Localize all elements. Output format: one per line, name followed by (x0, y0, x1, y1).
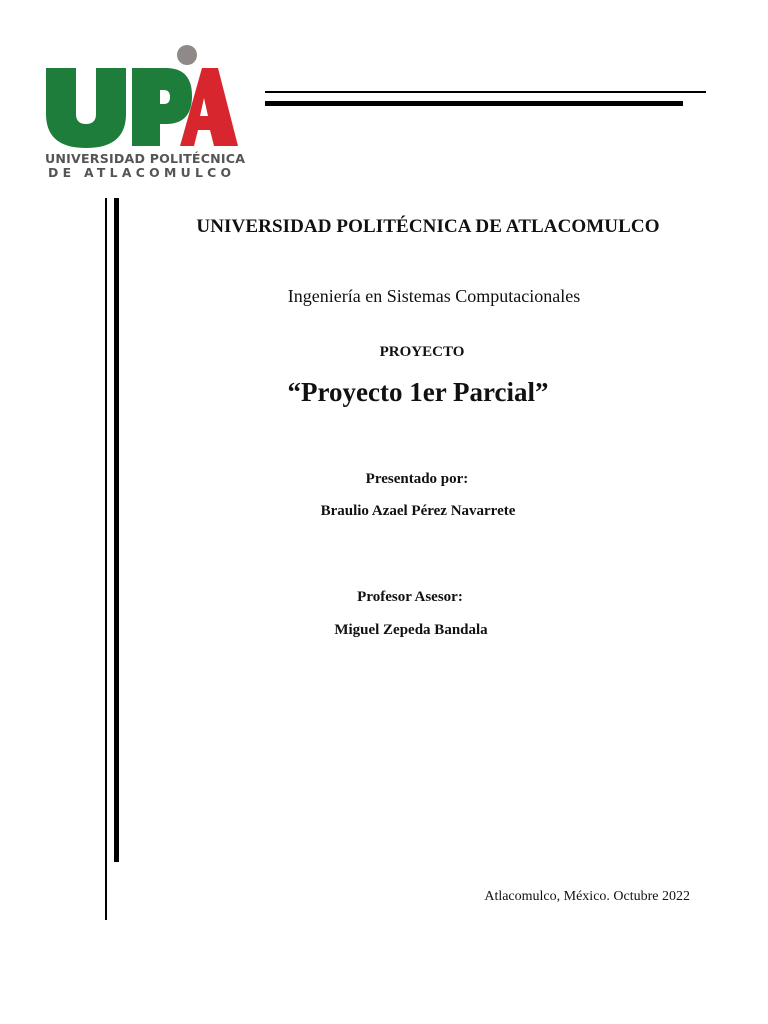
logo-subtitle-line1: UNIVERSIDAD POLITÉCNICA (45, 151, 246, 166)
university-name: UNIVERSIDAD POLITÉCNICA DE ATLACOMULCO (196, 216, 660, 237)
header-rule-thin (265, 91, 706, 93)
advisor-label: Profesor Asesor: (357, 589, 463, 605)
header-rule-thick (265, 101, 683, 106)
place-and-date: Atlacomulco, México. Octubre 2022 (484, 889, 690, 904)
logo-letter-u (46, 68, 126, 148)
margin-rule-thick (114, 198, 119, 862)
upa-logo-mark (42, 44, 238, 150)
career-name: Ingeniería en Sistemas Computacionales (287, 286, 581, 306)
university-logo (42, 44, 246, 180)
logo-subtitle-line2: DE ATLACOMULCO (48, 165, 236, 180)
student-name: Braulio Azael Pérez Navarrete (320, 503, 516, 519)
logo-accent-dot (177, 45, 197, 65)
logo-letter-p (132, 68, 192, 146)
margin-rule-thin (105, 198, 107, 920)
project-label: PROYECTO (379, 344, 465, 360)
presented-by-label: Presentado por: (365, 471, 469, 487)
advisor-name: Miguel Zepeda Bandala (334, 622, 488, 638)
project-title: “Proyecto 1er Parcial” (287, 377, 549, 407)
